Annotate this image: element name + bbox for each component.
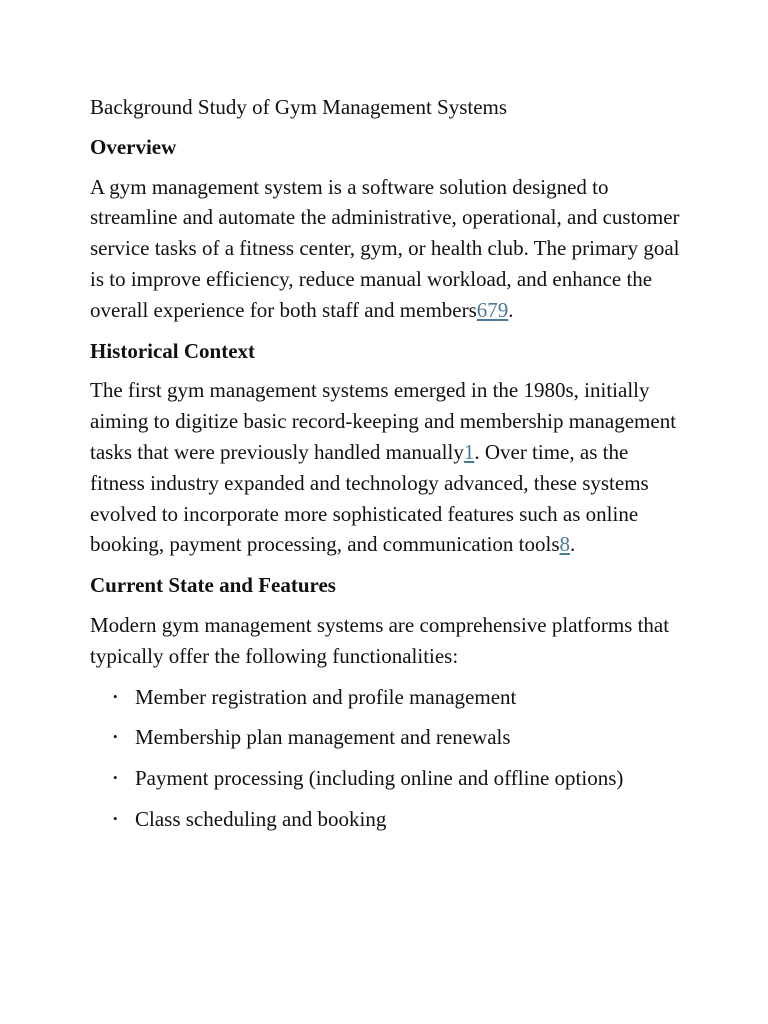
document-page (90, 92, 686, 845)
list-item: • Member registration and profile management (135, 682, 686, 713)
citation-link-679[interactable]: 679 (476, 297, 509, 322)
overview-paragraph (90, 172, 686, 326)
list-item: • Membership plan management and renewals (135, 722, 686, 753)
overview-end: . (508, 297, 514, 322)
list-item: • Payment processing (including online and offline options) (135, 763, 686, 794)
overview-text: A gym management system is a software solution designed to streamline and automate the administrative, operational, and customer service tasks of a fitness center, gym, or health club. The primary goal is to improve efficiency, reduce manual workload, and enhance the overall experience for both staff and members (90, 174, 680, 322)
section-heading-historical-context: Historical Context (90, 338, 256, 363)
historical-paragraph (90, 375, 686, 560)
historical-text-2: . Over time, as the fitness industry expanded and technology advanced, these systems evolved to incorporate more sophisticated features such as online booking, payment processing, and communication tools (90, 439, 649, 557)
current-state-paragraph: Modern gym management systems are comprehensive platforms that typically offer the following functionalities: (90, 612, 670, 668)
citation-link-8[interactable]: 8 (559, 532, 571, 557)
document-title: Background Study of Gym Management Systems (90, 95, 508, 119)
features-list (90, 682, 686, 835)
section-heading-overview: Overview (90, 134, 177, 159)
historical-text-1: The first gym management systems emerged in the 1980s, initially aiming to digitize basic record-keeping and membership management tasks that were previously handled manually (90, 378, 677, 464)
list-item: • Class scheduling and booking (135, 804, 686, 835)
historical-end: . (570, 532, 576, 557)
citation-link-1[interactable]: 1 (463, 439, 475, 464)
section-heading-current-state: Current State and Features (90, 573, 336, 598)
